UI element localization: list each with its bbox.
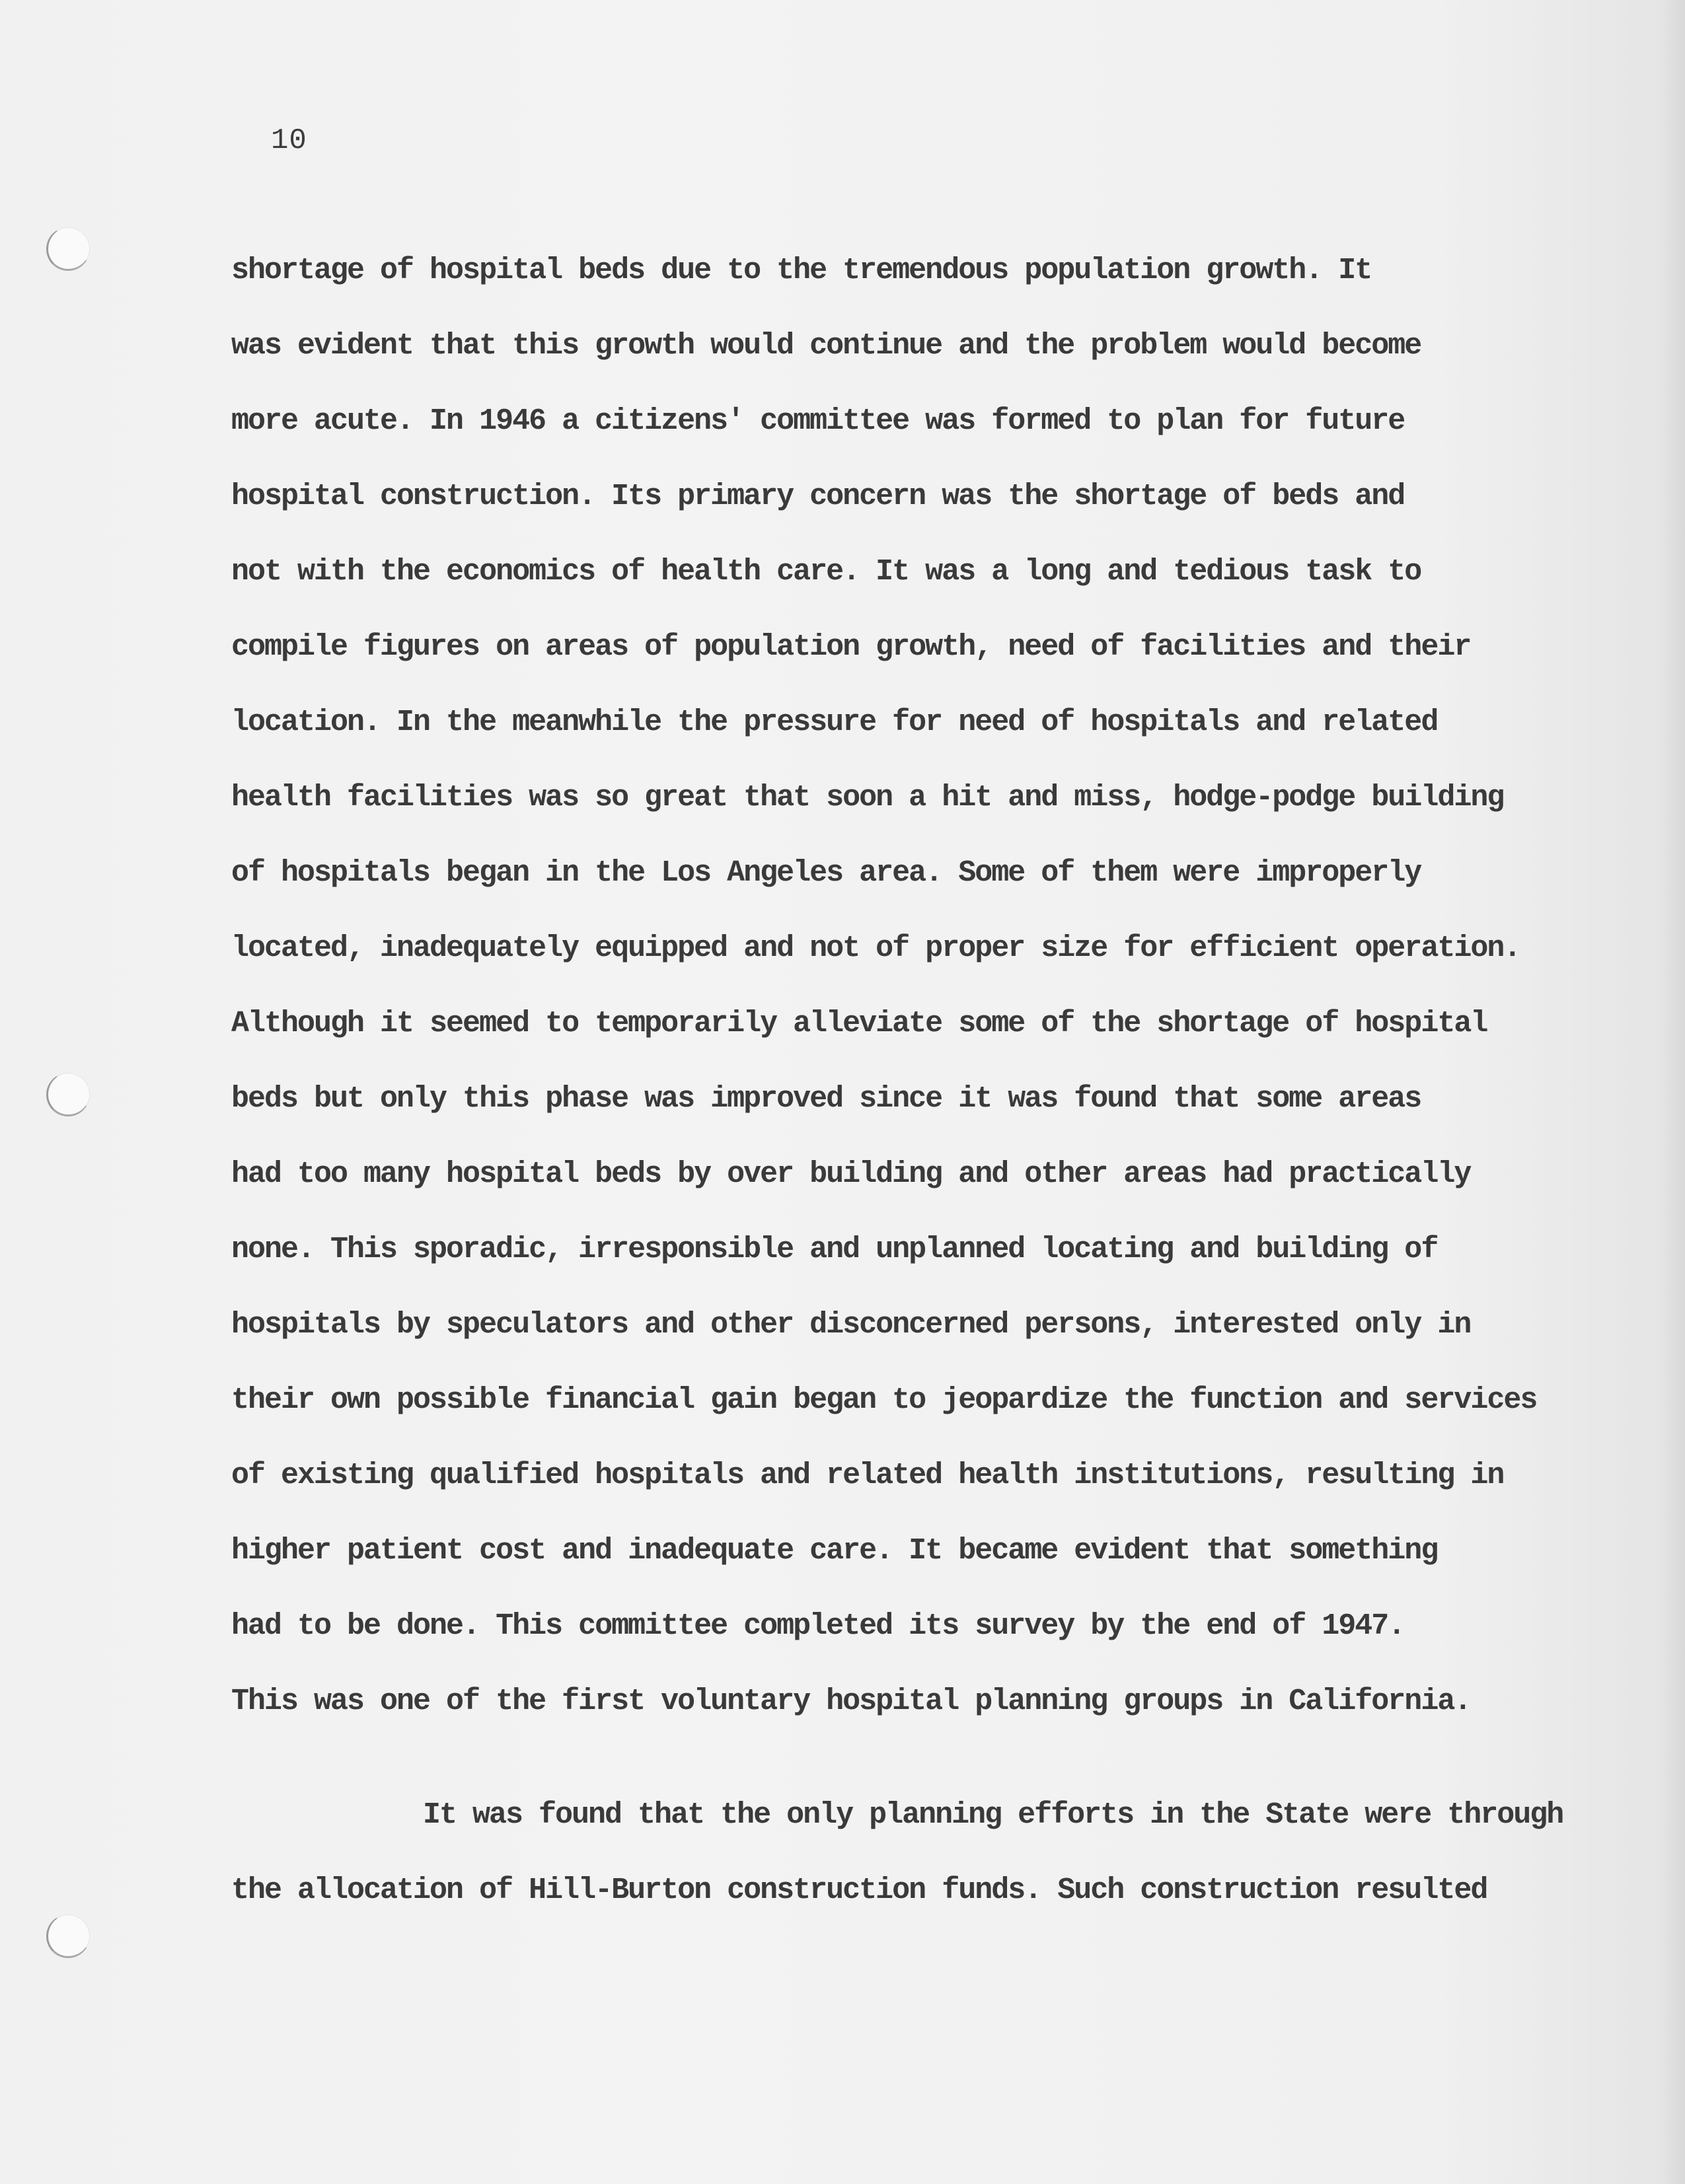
page-edge-shadow [1659, 0, 1685, 2184]
text-line: of hospitals began in the Los Angeles area. Some of them were improperly [231, 856, 1421, 890]
text-line: hospitals by speculators and other disconcerned persons, interested only in [231, 1308, 1471, 1342]
punch-hole-top [46, 227, 90, 271]
text-line: not with the economics of health care. It was a long and tedious task to [231, 555, 1421, 589]
text-line: more acute. In 1946 a citizens' committee was formed to plan for future [231, 404, 1405, 438]
text-line: located, inadequately equipped and not of proper size for efficient operation. [231, 931, 1520, 965]
text-line: higher patient cost and inadequate care. It became evident that something [231, 1534, 1438, 1568]
paragraph-2 [231, 1778, 1563, 1928]
text-line: was evident that this growth would continue and the problem would become [231, 329, 1421, 363]
text-line: the allocation of Hill-Burton construction funds. Such construction resulted [231, 1874, 1487, 1907]
paragraph-gap [231, 1739, 1540, 1778]
text-line: Although it seemed to temporarily alleviate some of the shortage of hospital [231, 1007, 1487, 1040]
text-line: beds but only this phase was improved since it was found that some areas [231, 1082, 1421, 1116]
text-line-indented: It was found that the only planning efforts in the State were through [423, 1798, 1563, 1832]
punch-hole-bottom [46, 1914, 90, 1958]
punch-hole-middle [46, 1073, 90, 1116]
text-line: had to be done. This committee completed its survey by the end of 1947. [231, 1609, 1405, 1643]
text-line: shortage of hospital beds due to the tremendous population growth. It [231, 254, 1372, 287]
text-line: their own possible financial gain began to jeopardize the function and services [231, 1383, 1537, 1417]
text-line: hospital construction. Its primary concern was the shortage of beds and [231, 480, 1405, 513]
text-line: none. This sporadic, irresponsible and unplanned locating and building of [231, 1233, 1438, 1266]
text-line: health facilities was so great that soon a hit and miss, hodge-podge building [231, 781, 1504, 815]
page-number: 10 [271, 124, 307, 157]
text-line: of existing qualified hospitals and related health institutions, resulting in [231, 1459, 1504, 1492]
text-line: had too many hospital beds by over building and other areas had practically [231, 1157, 1471, 1191]
text-line: location. In the meanwhile the pressure for need of hospitals and related [231, 706, 1438, 739]
text-line: This was one of the first voluntary hospital planning groups in California. [231, 1685, 1471, 1718]
paragraph-1 [231, 233, 1540, 1739]
body-text [231, 233, 1563, 1928]
text-line: compile figures on areas of population growth, need of facilities and their [231, 630, 1471, 664]
